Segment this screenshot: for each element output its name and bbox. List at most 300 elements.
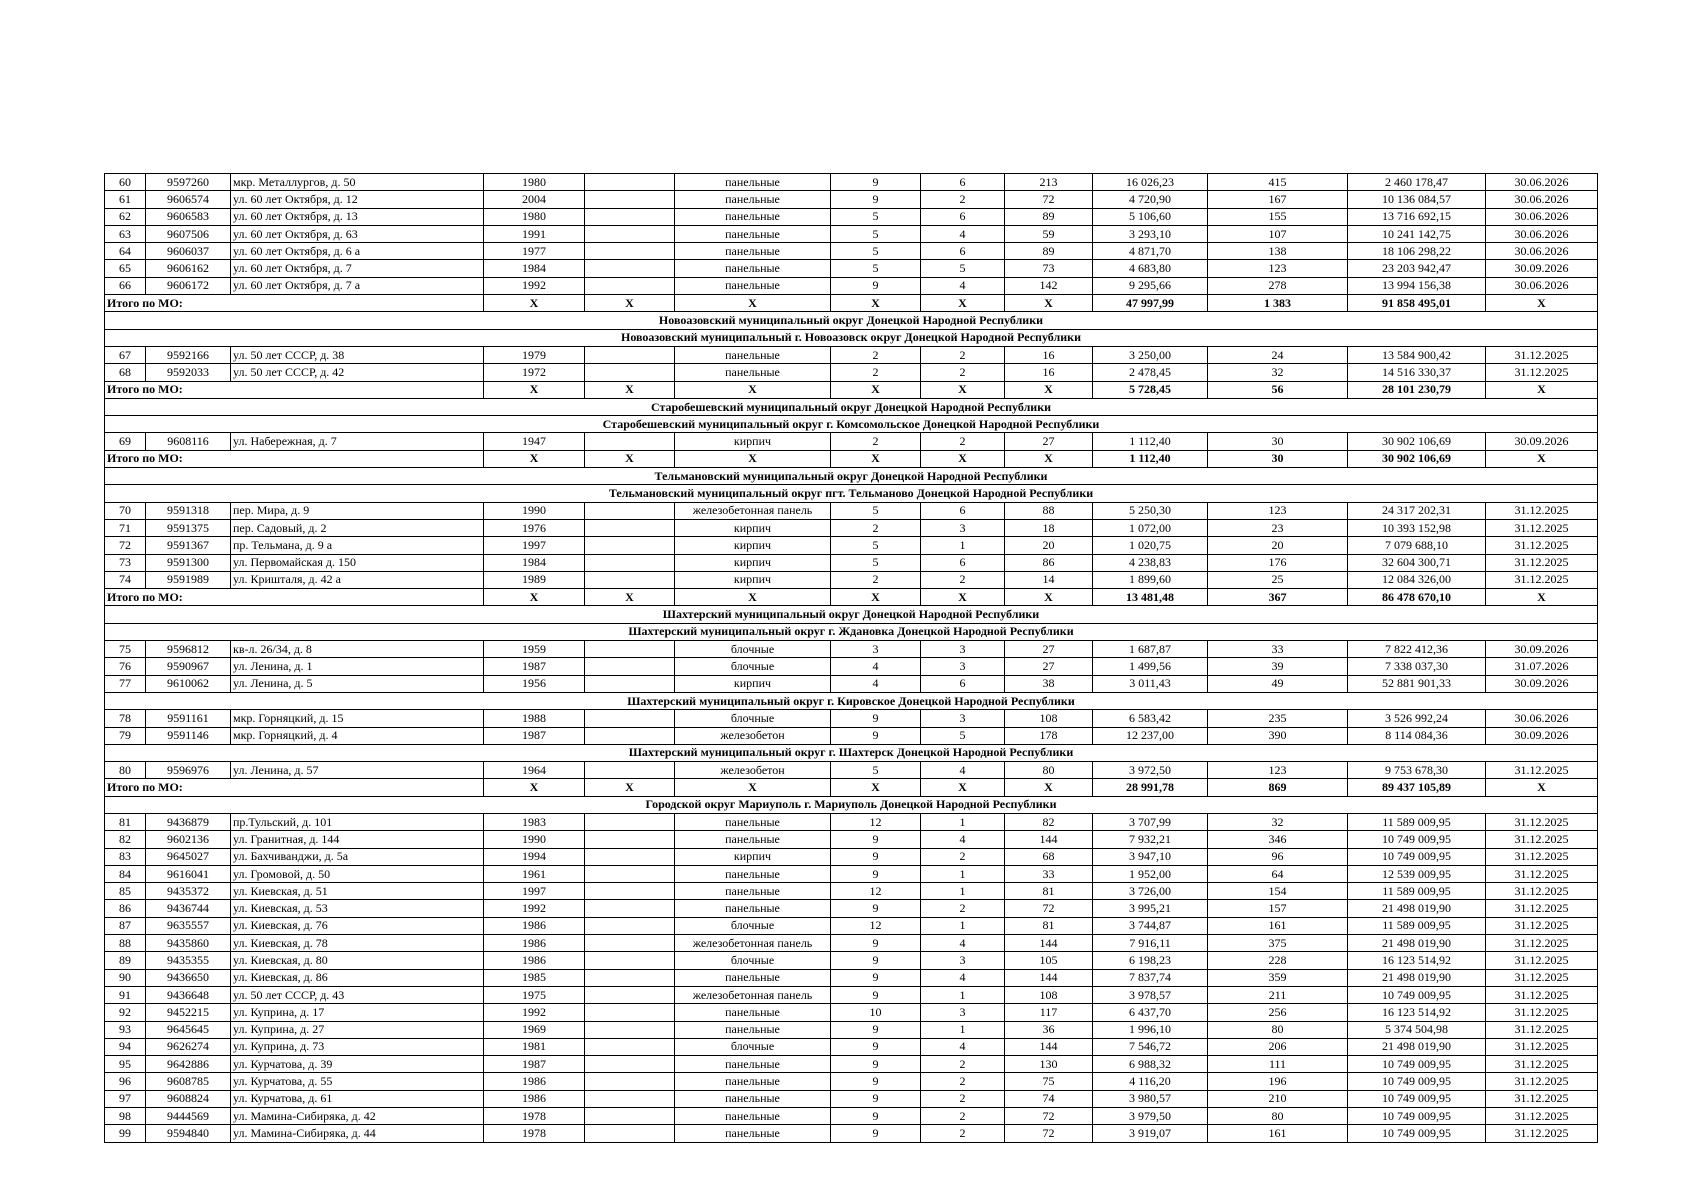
section-header-row xyxy=(105,485,1598,502)
x-mark-cell: X xyxy=(585,450,675,467)
address-cell: ул. Киевская, д. 86 xyxy=(231,969,484,986)
x-mark-cell: X xyxy=(1486,779,1598,796)
building-code-cell: 9608116 xyxy=(146,433,231,450)
cost-cell: 16 123 514,92 xyxy=(1348,1004,1486,1021)
row-number-cell: 60 xyxy=(105,174,146,191)
entrances-cell: 5 xyxy=(921,260,1005,277)
wall-material-cell: кирпич xyxy=(675,433,831,450)
section-title: Старобешевский муниципальный округ Донецкой Народной Республики xyxy=(105,398,1598,415)
deadline-date-cell: 31.12.2025 xyxy=(1486,900,1598,917)
building-code-cell: 9626274 xyxy=(146,1038,231,1055)
apartments-cell: 144 xyxy=(1005,831,1093,848)
residents-cell: 39 xyxy=(1208,658,1348,675)
address-cell: мкр. Металлургов, д. 50 xyxy=(231,174,484,191)
x-mark-cell: X xyxy=(1486,381,1598,398)
blank-cell xyxy=(585,969,675,986)
wall-material-cell: панельные xyxy=(675,1090,831,1107)
residents-cell: 33 xyxy=(1208,641,1348,658)
subtotal-cost: 28 101 230,79 xyxy=(1348,381,1486,398)
deadline-date-cell: 30.06.2026 xyxy=(1486,208,1598,225)
floors-cell: 2 xyxy=(831,433,921,450)
building-code-cell: 9602136 xyxy=(146,831,231,848)
apartments-cell: 82 xyxy=(1005,813,1093,830)
row-number-cell: 97 xyxy=(105,1090,146,1107)
address-cell: ул. Мамина-Сибиряка, д. 44 xyxy=(231,1125,484,1142)
build-year-cell: 1972 xyxy=(484,364,585,381)
area-cell: 3 707,99 xyxy=(1093,813,1208,830)
floors-cell: 12 xyxy=(831,813,921,830)
row-number-cell: 73 xyxy=(105,554,146,571)
wall-material-cell: кирпич xyxy=(675,537,831,554)
floors-cell: 5 xyxy=(831,243,921,260)
entrances-cell: 1 xyxy=(921,883,1005,900)
apartments-cell: 142 xyxy=(1005,277,1093,294)
cost-cell: 10 749 009,95 xyxy=(1348,1090,1486,1107)
row-number-cell: 82 xyxy=(105,831,146,848)
area-cell: 1 020,75 xyxy=(1093,537,1208,554)
wall-material-cell: панельные xyxy=(675,346,831,363)
subtotal-residents: 367 xyxy=(1208,589,1348,606)
address-cell: ул. Кришталя, д. 42 а xyxy=(231,571,484,588)
area-cell: 9 295,66 xyxy=(1093,277,1208,294)
cost-cell: 10 136 084,57 xyxy=(1348,191,1486,208)
building-code-cell: 9608824 xyxy=(146,1090,231,1107)
apartments-cell: 108 xyxy=(1005,986,1093,1003)
table-row xyxy=(105,433,1598,450)
area-cell: 3 744,87 xyxy=(1093,917,1208,934)
floors-cell: 5 xyxy=(831,554,921,571)
floors-cell: 9 xyxy=(831,1108,921,1125)
residents-cell: 235 xyxy=(1208,710,1348,727)
cost-cell: 21 498 019,90 xyxy=(1348,935,1486,952)
entrances-cell: 2 xyxy=(921,191,1005,208)
address-cell: ул. Куприна, д. 73 xyxy=(231,1038,484,1055)
area-cell: 3 293,10 xyxy=(1093,225,1208,242)
blank-cell xyxy=(585,710,675,727)
building-code-cell: 9591318 xyxy=(146,502,231,519)
address-cell: ул. 60 лет Октября, д. 12 xyxy=(231,191,484,208)
table-row xyxy=(105,554,1598,571)
apartments-cell: 213 xyxy=(1005,174,1093,191)
subtotal-residents: 1 383 xyxy=(1208,295,1348,312)
wall-material-cell: железобетон xyxy=(675,762,831,779)
x-mark-cell: X xyxy=(831,450,921,467)
apartments-cell: 14 xyxy=(1005,571,1093,588)
area-cell: 4 116,20 xyxy=(1093,1073,1208,1090)
building-code-cell: 9435372 xyxy=(146,883,231,900)
row-number-cell: 72 xyxy=(105,537,146,554)
subtotal-row xyxy=(105,295,1598,312)
table-row xyxy=(105,658,1598,675)
wall-material-cell: панельные xyxy=(675,1004,831,1021)
floors-cell: 9 xyxy=(831,191,921,208)
subtotal-cost: 86 478 670,10 xyxy=(1348,589,1486,606)
deadline-date-cell: 30.09.2026 xyxy=(1486,260,1598,277)
area-cell: 4 683,80 xyxy=(1093,260,1208,277)
build-year-cell: 1986 xyxy=(484,935,585,952)
residents-cell: 157 xyxy=(1208,900,1348,917)
address-cell: ул. Киевская, д. 78 xyxy=(231,935,484,952)
x-mark-cell: X xyxy=(1005,589,1093,606)
area-cell: 3 978,57 xyxy=(1093,986,1208,1003)
apartments-cell: 72 xyxy=(1005,900,1093,917)
apartments-cell: 86 xyxy=(1005,554,1093,571)
table-row xyxy=(105,762,1598,779)
deadline-date-cell: 31.12.2025 xyxy=(1486,1108,1598,1125)
build-year-cell: 1997 xyxy=(484,883,585,900)
area-cell: 1 952,00 xyxy=(1093,865,1208,882)
area-cell: 7 932,21 xyxy=(1093,831,1208,848)
area-cell: 3 011,43 xyxy=(1093,675,1208,692)
residents-cell: 211 xyxy=(1208,986,1348,1003)
build-year-cell: 1988 xyxy=(484,710,585,727)
apartments-cell: 74 xyxy=(1005,1090,1093,1107)
floors-cell: 9 xyxy=(831,986,921,1003)
blank-cell xyxy=(585,277,675,294)
cost-cell: 10 749 009,95 xyxy=(1348,1073,1486,1090)
build-year-cell: 1984 xyxy=(484,260,585,277)
row-number-cell: 87 xyxy=(105,917,146,934)
build-year-cell: 1991 xyxy=(484,225,585,242)
cost-cell: 11 589 009,95 xyxy=(1348,883,1486,900)
building-code-cell: 9452215 xyxy=(146,1004,231,1021)
apartments-cell: 144 xyxy=(1005,935,1093,952)
deadline-date-cell: 31.12.2025 xyxy=(1486,848,1598,865)
build-year-cell: 1992 xyxy=(484,277,585,294)
apartments-cell: 27 xyxy=(1005,658,1093,675)
building-code-cell: 9606172 xyxy=(146,277,231,294)
x-mark-cell: X xyxy=(831,381,921,398)
blank-cell xyxy=(585,191,675,208)
floors-cell: 5 xyxy=(831,225,921,242)
table-row xyxy=(105,519,1598,536)
row-number-cell: 92 xyxy=(105,1004,146,1021)
residents-cell: 96 xyxy=(1208,848,1348,865)
wall-material-cell: панельные xyxy=(675,831,831,848)
residents-cell: 138 xyxy=(1208,243,1348,260)
build-year-cell: 1984 xyxy=(484,554,585,571)
area-cell: 3 979,50 xyxy=(1093,1108,1208,1125)
address-cell: мкр. Горняцкий, д. 15 xyxy=(231,710,484,727)
area-cell: 6 437,70 xyxy=(1093,1004,1208,1021)
residents-cell: 49 xyxy=(1208,675,1348,692)
blank-cell xyxy=(585,243,675,260)
build-year-cell: 1990 xyxy=(484,502,585,519)
cost-cell: 13 994 156,38 xyxy=(1348,277,1486,294)
x-mark-cell: X xyxy=(921,381,1005,398)
section-header-row xyxy=(105,606,1598,623)
residents-cell: 256 xyxy=(1208,1004,1348,1021)
building-code-cell: 9607506 xyxy=(146,225,231,242)
row-number-cell: 71 xyxy=(105,519,146,536)
wall-material-cell: панельные xyxy=(675,1125,831,1142)
residents-cell: 123 xyxy=(1208,260,1348,277)
floors-cell: 9 xyxy=(831,1125,921,1142)
residents-cell: 123 xyxy=(1208,762,1348,779)
row-number-cell: 86 xyxy=(105,900,146,917)
entrances-cell: 2 xyxy=(921,848,1005,865)
building-code-cell: 9606037 xyxy=(146,243,231,260)
x-mark-cell: X xyxy=(921,589,1005,606)
apartments-cell: 105 xyxy=(1005,952,1093,969)
table-row xyxy=(105,502,1598,519)
row-number-cell: 74 xyxy=(105,571,146,588)
floors-cell: 5 xyxy=(831,208,921,225)
building-code-cell: 9592033 xyxy=(146,364,231,381)
floors-cell: 10 xyxy=(831,1004,921,1021)
residents-cell: 32 xyxy=(1208,813,1348,830)
apartments-cell: 89 xyxy=(1005,208,1093,225)
address-cell: ул. Киевская, д. 53 xyxy=(231,900,484,917)
address-cell: ул. Курчатова, д. 55 xyxy=(231,1073,484,1090)
blank-cell xyxy=(585,260,675,277)
residents-cell: 176 xyxy=(1208,554,1348,571)
address-cell: ул. 60 лет Октября, д. 13 xyxy=(231,208,484,225)
residents-cell: 390 xyxy=(1208,727,1348,744)
deadline-date-cell: 31.07.2026 xyxy=(1486,658,1598,675)
cost-cell: 7 079 688,10 xyxy=(1348,537,1486,554)
x-mark-cell: X xyxy=(675,295,831,312)
build-year-cell: 1990 xyxy=(484,831,585,848)
floors-cell: 9 xyxy=(831,1090,921,1107)
apartments-cell: 117 xyxy=(1005,1004,1093,1021)
apartments-cell: 72 xyxy=(1005,1108,1093,1125)
wall-material-cell: панельные xyxy=(675,243,831,260)
x-mark-cell: X xyxy=(484,779,585,796)
floors-cell: 5 xyxy=(831,537,921,554)
deadline-date-cell: 31.12.2025 xyxy=(1486,554,1598,571)
blank-cell xyxy=(585,225,675,242)
address-cell: ул. Мамина-Сибиряка, д. 42 xyxy=(231,1108,484,1125)
residents-cell: 111 xyxy=(1208,1056,1348,1073)
building-code-cell: 9591300 xyxy=(146,554,231,571)
table-row xyxy=(105,1090,1598,1107)
apartments-cell: 81 xyxy=(1005,917,1093,934)
area-cell: 4 871,70 xyxy=(1093,243,1208,260)
table-row xyxy=(105,1073,1598,1090)
section-header-row xyxy=(105,623,1598,640)
blank-cell xyxy=(585,1021,675,1038)
wall-material-cell: железобетонная панель xyxy=(675,986,831,1003)
table-row xyxy=(105,277,1598,294)
entrances-cell: 6 xyxy=(921,208,1005,225)
cost-cell: 12 539 009,95 xyxy=(1348,865,1486,882)
row-number-cell: 79 xyxy=(105,727,146,744)
area-cell: 1 112,40 xyxy=(1093,433,1208,450)
residents-cell: 80 xyxy=(1208,1021,1348,1038)
deadline-date-cell: 31.12.2025 xyxy=(1486,1056,1598,1073)
subtotal-row xyxy=(105,589,1598,606)
floors-cell: 12 xyxy=(831,883,921,900)
cost-cell: 10 749 009,95 xyxy=(1348,1108,1486,1125)
row-number-cell: 85 xyxy=(105,883,146,900)
address-cell: ул. Киевская, д. 80 xyxy=(231,952,484,969)
x-mark-cell: X xyxy=(831,295,921,312)
residents-cell: 107 xyxy=(1208,225,1348,242)
building-code-cell: 9591989 xyxy=(146,571,231,588)
address-cell: ул. Куприна, д. 27 xyxy=(231,1021,484,1038)
floors-cell: 9 xyxy=(831,727,921,744)
subtotal-label: Итого по МО: xyxy=(105,450,484,467)
section-title: Шахтерский муниципальный округ г. Шахтерск Донецкой Народной Республики xyxy=(105,744,1598,761)
row-number-cell: 93 xyxy=(105,1021,146,1038)
blank-cell xyxy=(585,519,675,536)
deadline-date-cell: 30.09.2026 xyxy=(1486,641,1598,658)
entrances-cell: 6 xyxy=(921,243,1005,260)
entrances-cell: 2 xyxy=(921,571,1005,588)
deadline-date-cell: 31.12.2025 xyxy=(1486,1073,1598,1090)
floors-cell: 9 xyxy=(831,865,921,882)
wall-material-cell: панельные xyxy=(675,1021,831,1038)
section-header-row xyxy=(105,744,1598,761)
entrances-cell: 4 xyxy=(921,935,1005,952)
row-number-cell: 68 xyxy=(105,364,146,381)
wall-material-cell: блочные xyxy=(675,917,831,934)
area-cell: 7 546,72 xyxy=(1093,1038,1208,1055)
address-cell: ул. Ленина, д. 1 xyxy=(231,658,484,675)
build-year-cell: 1980 xyxy=(484,208,585,225)
build-year-cell: 1961 xyxy=(484,865,585,882)
apartments-cell: 108 xyxy=(1005,710,1093,727)
deadline-date-cell: 31.12.2025 xyxy=(1486,813,1598,830)
entrances-cell: 2 xyxy=(921,1073,1005,1090)
table-row xyxy=(105,831,1598,848)
address-cell: ул. 50 лет СССР, д. 43 xyxy=(231,986,484,1003)
wall-material-cell: панельные xyxy=(675,277,831,294)
subtotal-cost: 30 902 106,69 xyxy=(1348,450,1486,467)
building-code-cell: 9436650 xyxy=(146,969,231,986)
apartments-cell: 81 xyxy=(1005,883,1093,900)
blank-cell xyxy=(585,1038,675,1055)
row-number-cell: 76 xyxy=(105,658,146,675)
area-cell: 1 499,56 xyxy=(1093,658,1208,675)
table-row xyxy=(105,537,1598,554)
build-year-cell: 1985 xyxy=(484,969,585,986)
apartments-cell: 20 xyxy=(1005,537,1093,554)
row-number-cell: 67 xyxy=(105,346,146,363)
address-cell: ул. 60 лет Октября, д. 7 а xyxy=(231,277,484,294)
residents-cell: 32 xyxy=(1208,364,1348,381)
build-year-cell: 1981 xyxy=(484,1038,585,1055)
floors-cell: 9 xyxy=(831,969,921,986)
entrances-cell: 3 xyxy=(921,710,1005,727)
subtotal-residents: 869 xyxy=(1208,779,1348,796)
apartments-cell: 38 xyxy=(1005,675,1093,692)
row-number-cell: 66 xyxy=(105,277,146,294)
address-cell: ул. Бахчиванджи, д. 5а xyxy=(231,848,484,865)
area-cell: 4 720,90 xyxy=(1093,191,1208,208)
entrances-cell: 3 xyxy=(921,641,1005,658)
entrances-cell: 2 xyxy=(921,900,1005,917)
table-row xyxy=(105,1056,1598,1073)
x-mark-cell: X xyxy=(831,779,921,796)
row-number-cell: 61 xyxy=(105,191,146,208)
deadline-date-cell: 30.06.2026 xyxy=(1486,191,1598,208)
floors-cell: 9 xyxy=(831,1056,921,1073)
residents-cell: 346 xyxy=(1208,831,1348,848)
residents-cell: 64 xyxy=(1208,865,1348,882)
area-cell: 5 250,30 xyxy=(1093,502,1208,519)
table-row xyxy=(105,243,1598,260)
residents-cell: 196 xyxy=(1208,1073,1348,1090)
cost-cell: 24 317 202,31 xyxy=(1348,502,1486,519)
subtotal-label: Итого по МО: xyxy=(105,779,484,796)
section-header-row xyxy=(105,796,1598,813)
apartments-cell: 89 xyxy=(1005,243,1093,260)
x-mark-cell: X xyxy=(1486,295,1598,312)
entrances-cell: 6 xyxy=(921,174,1005,191)
deadline-date-cell: 31.12.2025 xyxy=(1486,831,1598,848)
deadline-date-cell: 31.12.2025 xyxy=(1486,1021,1598,1038)
area-cell: 3 995,21 xyxy=(1093,900,1208,917)
blank-cell xyxy=(585,935,675,952)
table-row xyxy=(105,900,1598,917)
build-year-cell: 1976 xyxy=(484,519,585,536)
blank-cell xyxy=(585,848,675,865)
blank-cell xyxy=(585,883,675,900)
address-cell: ул. 50 лет СССР, д. 38 xyxy=(231,346,484,363)
section-header-row xyxy=(105,468,1598,485)
row-number-cell: 69 xyxy=(105,433,146,450)
blank-cell xyxy=(585,364,675,381)
x-mark-cell: X xyxy=(1005,779,1093,796)
wall-material-cell: панельные xyxy=(675,174,831,191)
row-number-cell: 84 xyxy=(105,865,146,882)
deadline-date-cell: 31.12.2025 xyxy=(1486,1004,1598,1021)
building-code-cell: 9591146 xyxy=(146,727,231,744)
apartments-cell: 130 xyxy=(1005,1056,1093,1073)
wall-material-cell: блочные xyxy=(675,952,831,969)
blank-cell xyxy=(585,658,675,675)
build-year-cell: 1980 xyxy=(484,174,585,191)
entrances-cell: 1 xyxy=(921,813,1005,830)
deadline-date-cell: 31.12.2025 xyxy=(1486,1090,1598,1107)
wall-material-cell: железобетонная панель xyxy=(675,935,831,952)
wall-material-cell: панельные xyxy=(675,364,831,381)
build-year-cell: 1977 xyxy=(484,243,585,260)
residents-cell: 24 xyxy=(1208,346,1348,363)
cost-cell: 10 749 009,95 xyxy=(1348,848,1486,865)
apartments-cell: 144 xyxy=(1005,969,1093,986)
blank-cell xyxy=(585,208,675,225)
build-year-cell: 1986 xyxy=(484,952,585,969)
row-number-cell: 65 xyxy=(105,260,146,277)
building-code-cell: 9597260 xyxy=(146,174,231,191)
build-year-cell: 2004 xyxy=(484,191,585,208)
cost-cell: 2 460 178,47 xyxy=(1348,174,1486,191)
x-mark-cell: X xyxy=(484,295,585,312)
residents-cell: 415 xyxy=(1208,174,1348,191)
cost-cell: 23 203 942,47 xyxy=(1348,260,1486,277)
building-code-cell: 9596812 xyxy=(146,641,231,658)
blank-cell xyxy=(585,571,675,588)
table-row xyxy=(105,935,1598,952)
wall-material-cell: железобетонная панель xyxy=(675,502,831,519)
building-code-cell: 9606583 xyxy=(146,208,231,225)
row-number-cell: 88 xyxy=(105,935,146,952)
table-row xyxy=(105,952,1598,969)
cost-cell: 7 338 037,30 xyxy=(1348,658,1486,675)
residents-cell: 20 xyxy=(1208,537,1348,554)
floors-cell: 4 xyxy=(831,675,921,692)
build-year-cell: 1987 xyxy=(484,1056,585,1073)
area-cell: 12 237,00 xyxy=(1093,727,1208,744)
residents-cell: 228 xyxy=(1208,952,1348,969)
building-code-cell: 9591161 xyxy=(146,710,231,727)
subtotal-area: 13 481,48 xyxy=(1093,589,1208,606)
entrances-cell: 2 xyxy=(921,1108,1005,1125)
table-row xyxy=(105,1108,1598,1125)
